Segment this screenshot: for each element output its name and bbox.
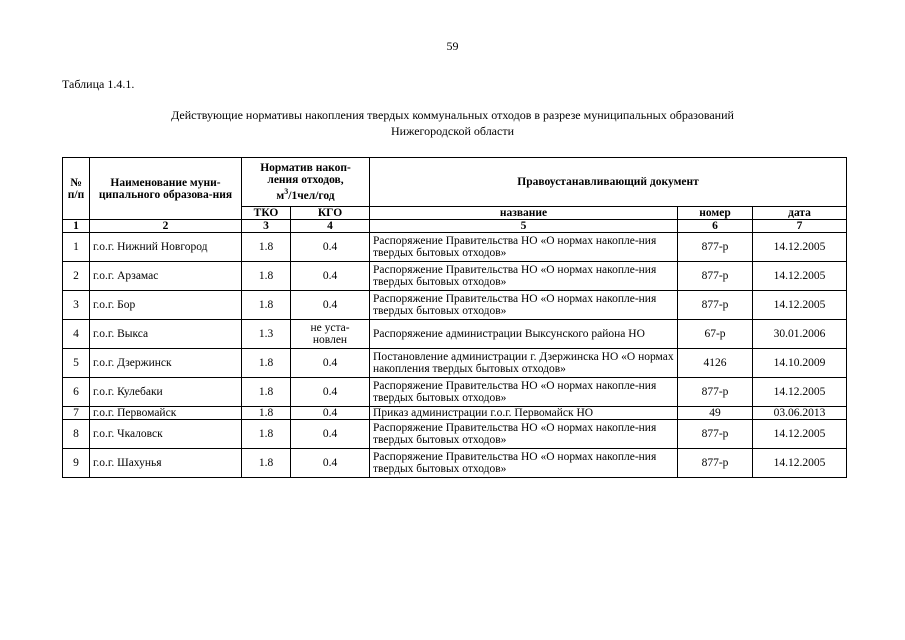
- cell-tko: 1.8: [242, 262, 291, 291]
- cell-date: 14.12.2005: [753, 420, 847, 449]
- cell-kgo: не уста-новлен: [291, 320, 370, 349]
- table-label: Таблица 1.4.1.: [62, 77, 135, 91]
- cell-tko: 1.8: [242, 291, 291, 320]
- header-doc-number: номер: [678, 207, 753, 220]
- cell-tko: 1.3: [242, 320, 291, 349]
- cell-number: 67-р: [678, 320, 753, 349]
- table-row: [63, 407, 847, 420]
- cell-doc: Постановление администрации г. Дзержинска НО «О нормах накопления твердых бытовых отходов»: [370, 349, 678, 378]
- cell-num: 9: [63, 449, 90, 478]
- cell-name: г.о.г. Чкаловск: [90, 420, 242, 449]
- cell-doc: Распоряжение Правительства НО «О нормах накопле-ния твердых бытовых отходов»: [370, 420, 678, 449]
- cell-date: 03.06.2013: [753, 407, 847, 420]
- cell-num: 1: [63, 233, 90, 262]
- cell-name: г.о.г. Бор: [90, 291, 242, 320]
- header-norm-text: Норматив накоп-ления отходов,: [260, 162, 351, 187]
- cell-number: 877-р: [678, 449, 753, 478]
- cell-name: г.о.г. Кулебаки: [90, 378, 242, 407]
- cell-name: г.о.г. Выкса: [90, 320, 242, 349]
- heading-line-1: Действующие нормативы накопления твердых коммунальных отходов в разрезе муниципальных образований: [171, 108, 734, 122]
- cell-number: 877-р: [678, 233, 753, 262]
- cell-number: 877-р: [678, 291, 753, 320]
- table-row: [63, 320, 847, 349]
- cell-kgo: 0.4: [291, 233, 370, 262]
- cell-name: г.о.г. Дзержинск: [90, 349, 242, 378]
- cell-kgo: 0.4: [291, 449, 370, 478]
- cell-doc: Распоряжение Правительства НО «О нормах накопле-ния твердых бытовых отходов»: [370, 262, 678, 291]
- cell-tko: 1.8: [242, 378, 291, 407]
- header-num: № п/п: [63, 158, 90, 220]
- cell-num: 2: [63, 262, 90, 291]
- col-number: 7: [753, 220, 847, 233]
- cell-name: г.о.г. Нижний Новгород: [90, 233, 242, 262]
- cell-tko: 1.8: [242, 349, 291, 378]
- table-heading: [0, 107, 905, 139]
- table-row: [63, 378, 847, 407]
- table-row: [63, 291, 847, 320]
- cell-name: г.о.г. Первомайск: [90, 407, 242, 420]
- cell-doc: Распоряжение Правительства НО «О нормах накопле-ния твердых бытовых отходов»: [370, 291, 678, 320]
- cell-number: 877-р: [678, 262, 753, 291]
- cell-kgo: 0.4: [291, 378, 370, 407]
- header-norm: [242, 158, 370, 207]
- heading-line-2: Нижегородской области: [390, 124, 514, 138]
- cell-number: 4126: [678, 349, 753, 378]
- cell-doc: Распоряжение Правительства НО «О нормах накопле-ния твердых бытовых отходов»: [370, 233, 678, 262]
- cell-tko: 1.8: [242, 407, 291, 420]
- cell-kgo: 0.4: [291, 407, 370, 420]
- cell-doc: Приказ администрации г.о.г. Первомайск НО: [370, 407, 678, 420]
- cell-tko: 1.8: [242, 449, 291, 478]
- cell-doc: Распоряжение администрации Выксунского района НО: [370, 320, 678, 349]
- cell-date: 14.12.2005: [753, 233, 847, 262]
- col-number: 4: [291, 220, 370, 233]
- cell-doc: Распоряжение Правительства НО «О нормах накопле-ния твердых бытовых отходов»: [370, 378, 678, 407]
- header-doc: Правоустанавливающий документ: [370, 158, 847, 207]
- cell-date: 14.10.2009: [753, 349, 847, 378]
- cell-num: 5: [63, 349, 90, 378]
- col-number: 6: [678, 220, 753, 233]
- table-row: [63, 349, 847, 378]
- table-row: [63, 449, 847, 478]
- table-row: [63, 233, 847, 262]
- cell-number: 877-р: [678, 420, 753, 449]
- cell-num: 6: [63, 378, 90, 407]
- col-number: 3: [242, 220, 291, 233]
- cell-date: 14.12.2005: [753, 262, 847, 291]
- header-name: Наименование муни-ципального образова-ния: [90, 158, 242, 220]
- col-number: 2: [90, 220, 242, 233]
- header-doc-date: дата: [753, 207, 847, 220]
- cell-kgo: 0.4: [291, 262, 370, 291]
- cell-name: г.о.г. Шахунья: [90, 449, 242, 478]
- cell-kgo: 0.4: [291, 420, 370, 449]
- header-norm-unit: $м^3/1чел$/год: [276, 187, 335, 202]
- header-doc-name: название: [370, 207, 678, 220]
- cell-num: 3: [63, 291, 90, 320]
- cell-date: 14.12.2005: [753, 449, 847, 478]
- cell-kgo: 0.4: [291, 291, 370, 320]
- cell-date: 14.12.2005: [753, 291, 847, 320]
- cell-number: 877-р: [678, 378, 753, 407]
- cell-tko: 1.8: [242, 420, 291, 449]
- cell-date: 14.12.2005: [753, 378, 847, 407]
- col-number: 5: [370, 220, 678, 233]
- col-number: 1: [63, 220, 90, 233]
- cell-num: 7: [63, 407, 90, 420]
- table-row: [63, 262, 847, 291]
- norms-table: [62, 157, 847, 478]
- cell-tko: 1.8: [242, 233, 291, 262]
- cell-number: 49: [678, 407, 753, 420]
- cell-date: 30.01.2006: [753, 320, 847, 349]
- header-tko: ТКО: [242, 207, 291, 220]
- header-kgo: КГО: [291, 207, 370, 220]
- cell-num: 8: [63, 420, 90, 449]
- cell-kgo: 0.4: [291, 349, 370, 378]
- table-row: [63, 420, 847, 449]
- cell-name: г.о.г. Арзамас: [90, 262, 242, 291]
- cell-num: 4: [63, 320, 90, 349]
- page-number: 59: [446, 39, 459, 53]
- cell-doc: Распоряжение Правительства НО «О нормах накопле-ния твердых бытовых отходов»: [370, 449, 678, 478]
